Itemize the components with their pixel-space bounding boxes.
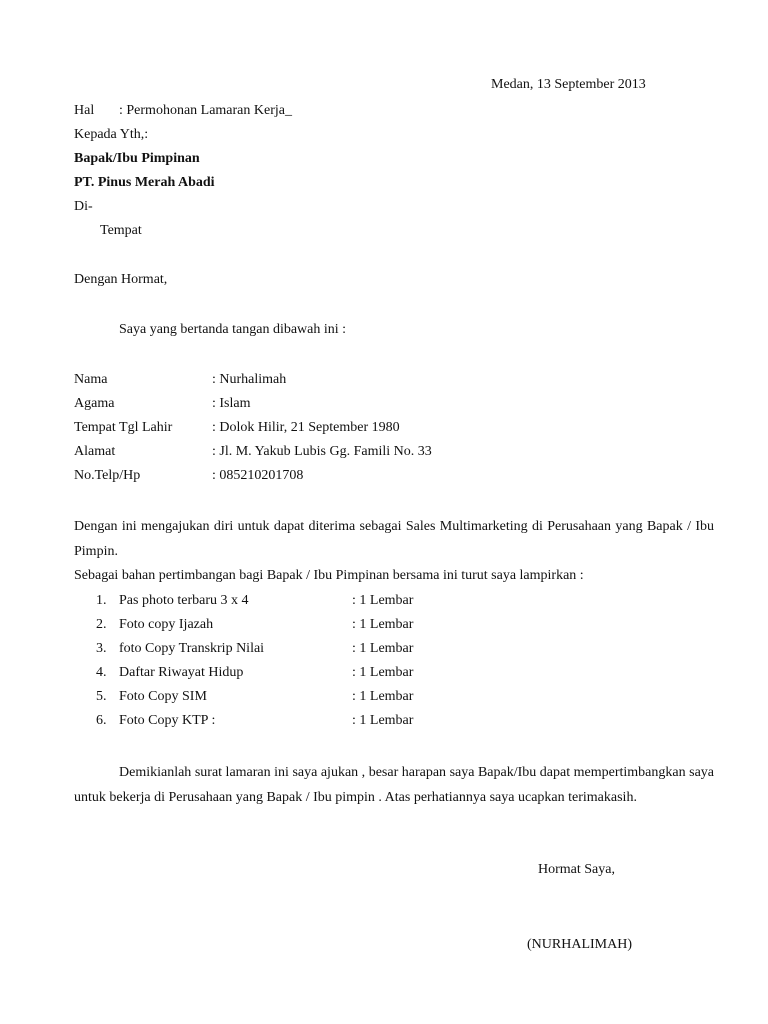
identity-value: : 085210201708 bbox=[212, 468, 304, 483]
body-paragraph: Dengan ini mengajukan diri untuk dapat diterima sebagai Sales Multimarketing di Perusahaan yang Bapak / Ibu Pimpin. bbox=[74, 519, 714, 559]
identity-label: No.Telp/Hp bbox=[74, 468, 141, 483]
intro-line: Saya yang bertanda tangan dibawah ini : bbox=[119, 322, 347, 337]
identity-label: Tempat Tgl Lahir bbox=[74, 420, 173, 435]
identity-value: : Islam bbox=[212, 396, 251, 411]
attachment-qty: : 1 Lembar bbox=[352, 689, 414, 704]
identity-value: : Nurhalimah bbox=[212, 372, 287, 387]
attachment-item: Daftar Riwayat Hidup bbox=[119, 665, 244, 680]
recipient-name: Bapak/Ibu Pimpinan bbox=[74, 151, 200, 166]
greeting: Dengan Hormat, bbox=[74, 272, 168, 287]
attachment-number: 6. bbox=[96, 713, 107, 728]
attachment-number: 1. bbox=[96, 593, 107, 608]
recipient-intro: Kepada Yth,: bbox=[74, 127, 149, 142]
place-date: Medan, 13 September 2013 bbox=[491, 77, 646, 92]
attachment-item: foto Copy Transkrip Nilai bbox=[119, 641, 265, 656]
attachment-qty: : 1 Lembar bbox=[352, 665, 414, 680]
attachment-qty: : 1 Lembar bbox=[352, 617, 414, 632]
attachment-qty: : 1 Lembar bbox=[352, 713, 414, 728]
identity-label: Agama bbox=[74, 396, 115, 411]
sign-off: Hormat Saya, bbox=[538, 862, 615, 877]
signature-name: (NURHALIMAH) bbox=[527, 937, 632, 952]
attachment-number: 5. bbox=[96, 689, 107, 704]
attachment-number: 2. bbox=[96, 617, 107, 632]
attachment-item: Foto copy Ijazah bbox=[119, 617, 214, 632]
identity-label: Nama bbox=[74, 372, 108, 387]
attachment-number: 3. bbox=[96, 641, 107, 656]
identity-value: : Dolok Hilir, 21 September 1980 bbox=[212, 420, 400, 435]
recipient-di: Di- bbox=[74, 199, 93, 214]
identity-value: : Jl. M. Yakub Lubis Gg. Famili No. 33 bbox=[212, 444, 432, 459]
subject-value: : Permohonan Lamaran Kerja_ bbox=[119, 103, 292, 118]
attachment-item: Foto Copy KTP : bbox=[119, 713, 216, 728]
attachment-qty: : 1 Lembar bbox=[352, 593, 414, 608]
attachment-item: Pas photo terbaru 3 x 4 bbox=[119, 593, 249, 608]
attachment-qty: : 1 Lembar bbox=[352, 641, 414, 656]
identity-label: Alamat bbox=[74, 444, 116, 459]
attachment-number: 4. bbox=[96, 665, 107, 680]
closing-paragraph: Demikianlah surat lamaran ini saya ajukan , besar harapan saya Bapak/Ibu dapat mempertimbangkan saya untuk bekerja di Perusahaan yang Bapak / Ibu pimpin . Atas perhatiannya saya ucapkan terimakasih. bbox=[74, 765, 714, 805]
recipient-place: Tempat bbox=[100, 223, 142, 238]
recipient-company: PT. Pinus Merah Abadi bbox=[74, 175, 215, 190]
subject-label: Hal bbox=[74, 103, 95, 118]
attachment-item: Foto Copy SIM bbox=[119, 689, 207, 704]
attachments-intro: Sebagai bahan pertimbangan bagi Bapak / Ibu Pimpinan bersama ini turut saya lampirkan : bbox=[74, 568, 584, 583]
